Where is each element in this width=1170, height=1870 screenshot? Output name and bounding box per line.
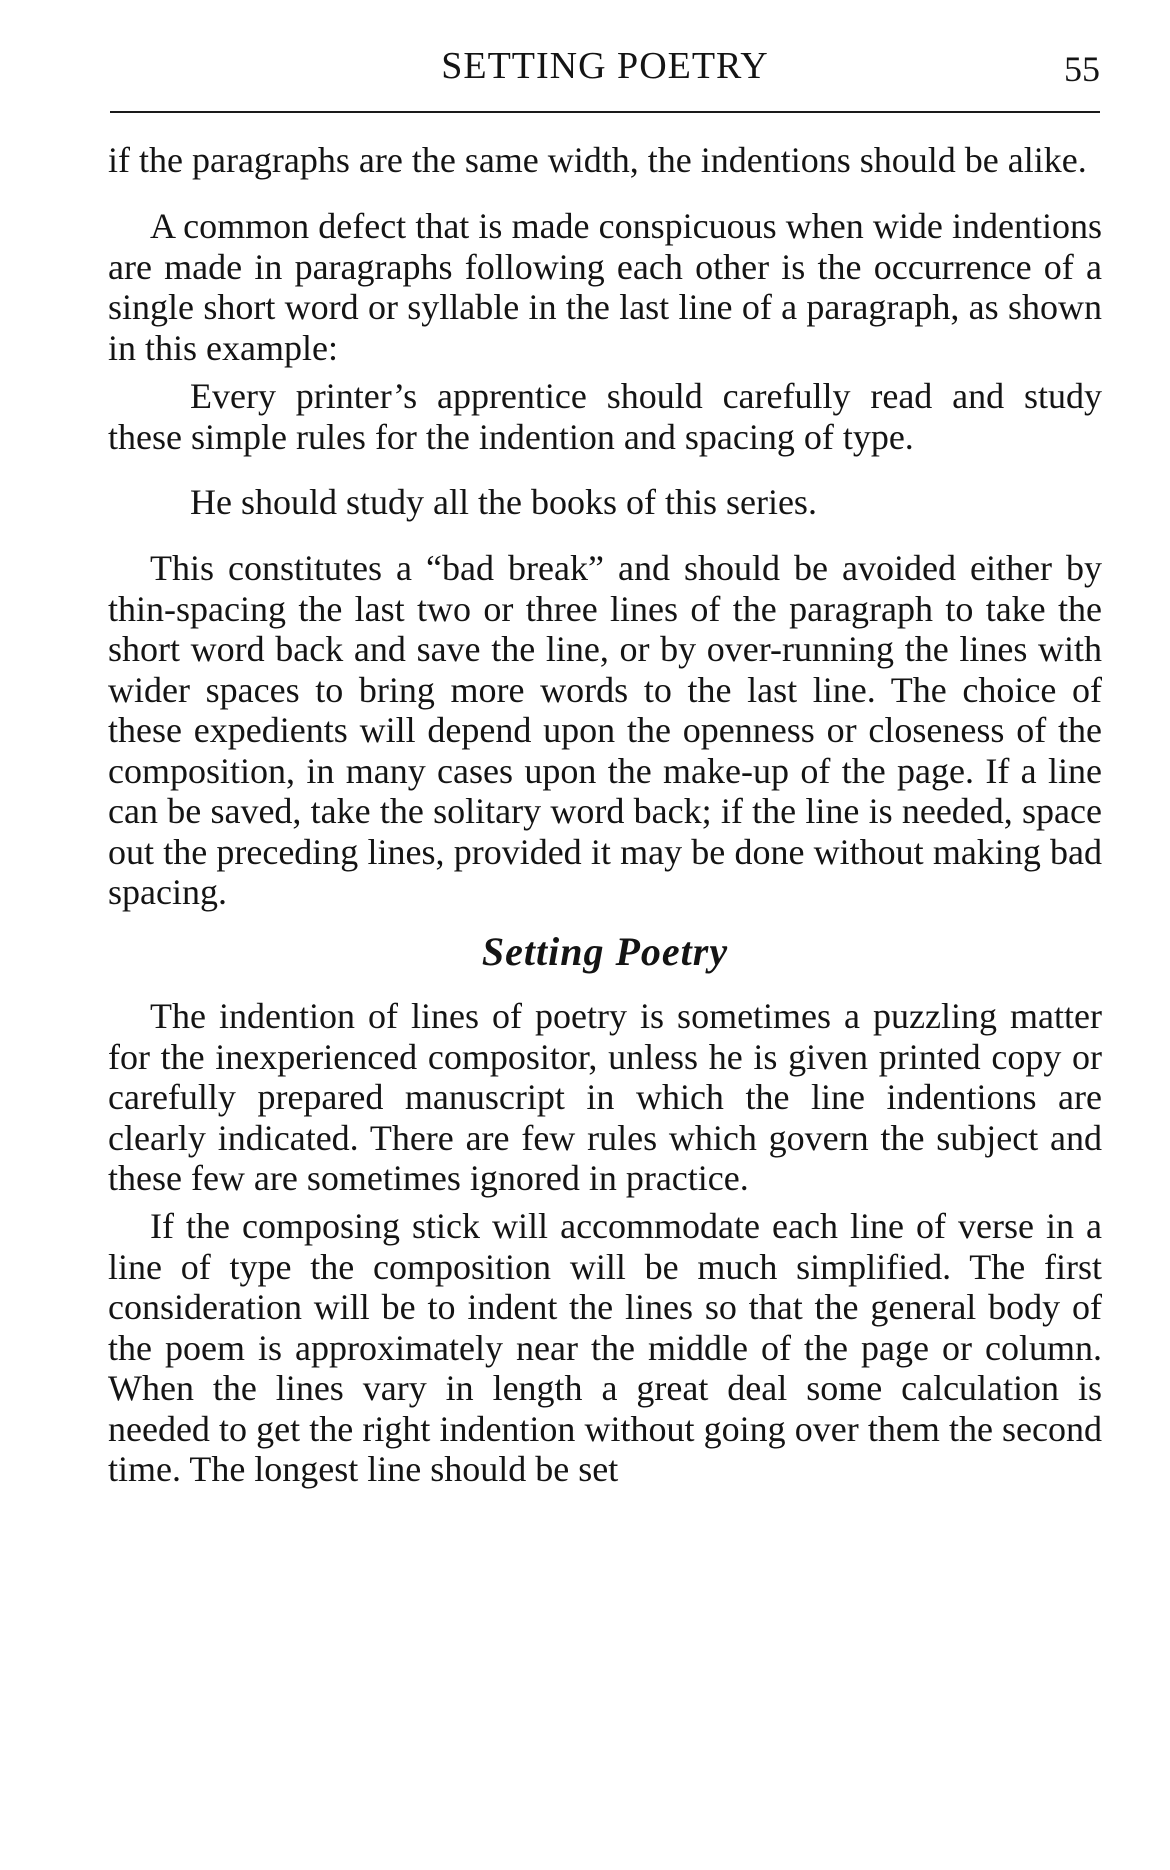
paragraph-poetry-2: If the composing stick will accommodate each line of verse in a line of type the composition will be much simplified. The first consideration will be to indent the lines so that the general body of the poem is approximately near the middle of the page or column. When the lines vary in length a great deal some calculation is needed to get the right indention without going over them the second time. The longest line should be set [108, 1206, 1102, 1489]
running-head [110, 44, 1100, 94]
paragraph-common-defect: A common defect that is made conspicuous when wide indentions are made in paragraphs following each other is the occurrence of a single short word or syllable in the last line of a paragraph, as shown in this example: [108, 206, 1102, 368]
header-rule [110, 111, 1100, 113]
example-paragraph-2: He should study all the books of this series. [190, 482, 817, 522]
running-title: SETTING POETRY [441, 45, 769, 87]
example-paragraph-1: Every printer’s apprentice should carefully read and study these simple rules for the indention and spacing of type. [108, 376, 1102, 457]
section-heading: Setting Poetry [481, 929, 729, 974]
paragraph-bad-break: This constitutes a “bad break” and should be avoided either by thin-spacing the last two or three lines of the paragraph to take the short word back and save the line, or by over-running the lines with wider spaces to bring more words to the last line. The choice of these expedients will depend upon the openness or closeness of the composition, in many cases upon the make-up of the page. If a line can be saved, take the solitary word back; if the line is needed, space out the preceding lines, provided it may be done without making bad spacing. [108, 548, 1102, 912]
paragraph-poetry-1: The indention of lines of poetry is sometimes a puzzling matter for the inexperienced compositor, unless he is given printed copy or carefully prepared manuscript in which the line indentions are clearly indicated. There are few rules which govern the subject and these few are sometimes ignored in practice. [108, 996, 1102, 1198]
paragraph-continued: if the paragraphs are the same width, the indentions should be alike. [108, 140, 1087, 180]
page-number: 55 [1064, 49, 1100, 89]
